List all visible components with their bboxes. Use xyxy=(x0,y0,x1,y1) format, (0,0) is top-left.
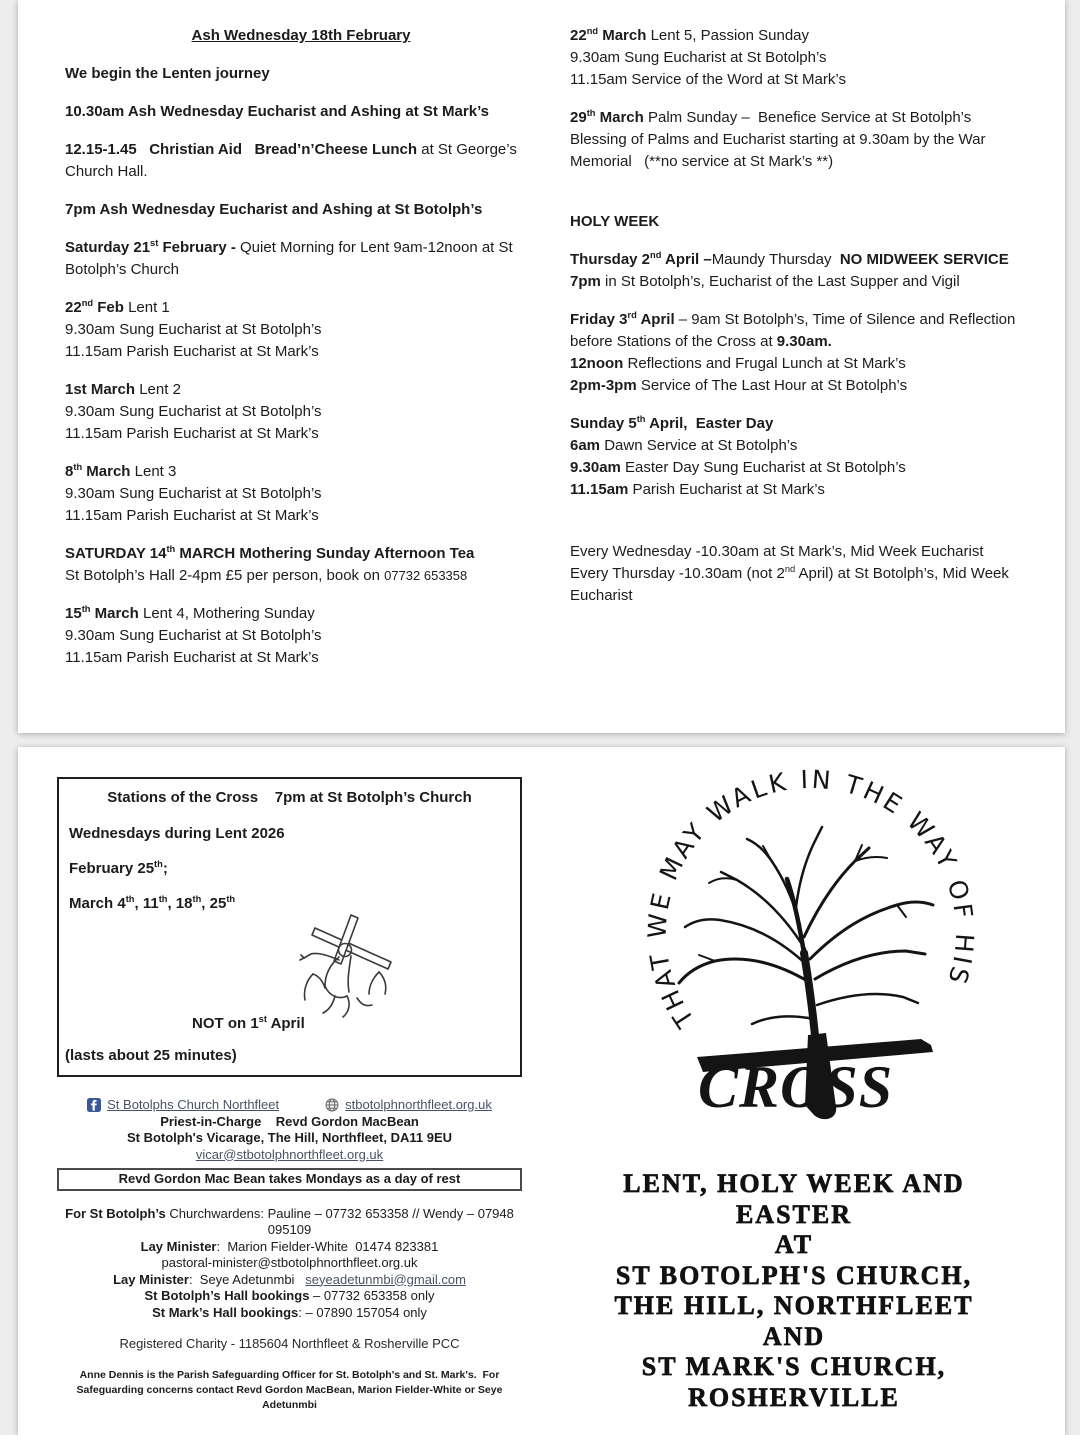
time-text: 9.30am. xyxy=(776,333,832,350)
ordinal-superscript: nd xyxy=(586,26,599,36)
date-text: April xyxy=(266,1015,305,1032)
text-segment: Palm Sunday – Benefice Service at St Botolph’s Blessing of Palms and Eucharist starting at 9.30am by the War Memorial (**no service at St Mark’s **) xyxy=(570,109,990,170)
vicarage-address-line: St Botolph's Vicarage, The Hill, Northfleet, DA11 9EU xyxy=(126,1130,453,1145)
maundy-thursday-block xyxy=(570,249,1028,293)
service-line: 11.15am Service of the Word at St Mark’s xyxy=(570,71,846,88)
vicar-email-link[interactable]: vicar@stbotolphnorthfleet.org.uk xyxy=(195,1146,384,1162)
text-segment: Lent 1 xyxy=(128,299,170,316)
priest-in-charge-line: Priest-in-Charge Revd Gordon MacBean xyxy=(160,1113,419,1129)
date-text: SATURDAY 14 xyxy=(65,545,167,562)
text-segment: Lent 5, Passion Sunday xyxy=(650,27,810,44)
date-text: ; xyxy=(162,860,168,877)
service-line: 11.15am Parish Eucharist at St Mark’s xyxy=(65,425,319,442)
date-text: Saturday 21 xyxy=(65,239,151,256)
date-text: Friday 3 xyxy=(570,311,628,328)
time-text: 12noon xyxy=(570,355,624,372)
date-text: , 25 xyxy=(201,895,227,912)
date-text: February - xyxy=(158,239,241,256)
stations-line-wednesdays: Wednesdays during Lent 2026 xyxy=(69,825,285,842)
lent2-block xyxy=(65,379,537,445)
text-segment: Lent 4, Mothering Sunday xyxy=(142,605,315,622)
service-line: 11.15am Parish Eucharist at St Mark’s xyxy=(65,649,319,666)
pastoral-email-line xyxy=(57,1255,522,1272)
date-text: 1st March xyxy=(65,381,140,398)
service-line: Every Wednesday -10.30am at St Mark’s, Mid Week Eucharist xyxy=(570,543,984,560)
text-segment: : Seye Adetunmbi xyxy=(188,1271,306,1287)
text-segment: NO MIDWEEK SERVICE xyxy=(839,251,1009,268)
ordinal-superscript: st xyxy=(150,238,159,248)
date-text: 29 xyxy=(570,109,587,126)
service-line: 9.30am Sung Eucharist at St Botolph’s xyxy=(65,321,322,338)
page-2-cover xyxy=(18,747,1065,1435)
tree-cross-artwork xyxy=(603,767,1033,1169)
date-text: February 25 xyxy=(69,860,155,877)
cover-title-line: ROSHERVILLE xyxy=(688,1382,900,1412)
ordinal-superscript: nd xyxy=(650,250,662,260)
cover-title-line: EASTER xyxy=(735,1199,853,1229)
service-line: Every Thursday -10.30am (not 2 xyxy=(570,565,785,582)
website-link[interactable]: stbotolphnorthfleet.org.uk xyxy=(345,1097,492,1112)
date-text: 8 xyxy=(65,463,74,480)
date-text: April – xyxy=(661,251,712,268)
ordinal-superscript: th xyxy=(636,414,646,424)
ash-wednesday-morning-line: 10.30am Ash Wednesday Eucharist and Ashing at St Mark’s xyxy=(65,103,490,120)
ordinal-superscript: th xyxy=(81,604,91,614)
ordinal-superscript: th xyxy=(158,894,168,904)
date-text: , 18 xyxy=(167,895,193,912)
text-segment: St Botolph’s Hall 2-4pm £5 per person, book on xyxy=(65,567,385,584)
contact-block xyxy=(57,1097,522,1413)
cover-title-line: THE HILL, NORTHFLEET xyxy=(614,1291,974,1320)
time-text: 2pm-3pm xyxy=(570,377,637,394)
ordinal-superscript: th xyxy=(586,108,596,118)
lent3-block xyxy=(65,461,537,527)
time-text: 7pm xyxy=(570,273,601,290)
date-text: Thursday 2 xyxy=(570,251,651,268)
lent1-block xyxy=(65,297,537,363)
service-line: in St Botolph’s, Eucharist of the Last Supper and Vigil xyxy=(600,273,960,290)
phone-number: 07732 653358 xyxy=(384,568,468,583)
stations-line-march xyxy=(69,893,235,915)
holy-week-heading: HOLY WEEK xyxy=(570,213,660,230)
text-segment: Maundy Thursday xyxy=(711,251,840,268)
cover-title-line: LENT, HOLY WEEK AND xyxy=(623,1169,965,1198)
date-text: March xyxy=(595,109,648,126)
service-line: 9.30am Sung Eucharist at St Botolph’s xyxy=(65,485,322,502)
globe-icon xyxy=(325,1098,339,1112)
palm-sunday-block xyxy=(570,107,1028,173)
ordinal-superscript: th xyxy=(192,894,202,904)
ordinal-superscript: th xyxy=(154,859,163,869)
lay-minister-email-link[interactable]: seyeadetunmbi@gmail.com xyxy=(305,1271,466,1287)
date-text: NOT on 1 xyxy=(192,1015,259,1032)
text-segment: St Botolph’s Hall bookings xyxy=(144,1288,310,1303)
text-segment: St Mark’s Hall bookings xyxy=(152,1304,299,1320)
lay-minister-2-line xyxy=(57,1272,522,1289)
text-segment: Lent 2 xyxy=(139,381,181,398)
stations-duration-line: (lasts about 25 minutes) xyxy=(65,1047,237,1064)
date-text: 22 xyxy=(570,27,587,44)
safeguarding-notice: Anne Dennis is the Parish Safeguarding Officer for St. Botolph's and St. Mark's. For Safeguarding concerns contact Revd Gordon MacBean, Marion Fielder-White or Seye Adetunmbi xyxy=(76,1368,505,1411)
stations-title: Stations of the Cross 7pm at St Botolph’s Church xyxy=(107,789,472,806)
service-line: Reflections and Frugal Lunch at St Mark’s xyxy=(623,355,906,372)
cover-title-line: AND xyxy=(762,1321,826,1351)
date-text: , 11 xyxy=(134,895,159,912)
service-line: Service of The Last Hour at St Botolph’s xyxy=(636,377,908,394)
intro-line: We begin the Lenten journey xyxy=(65,65,270,82)
text-segment: at St George’s Church Hall. xyxy=(65,141,522,180)
vicar-email-line xyxy=(57,1147,522,1164)
service-line: 9.30am Sung Eucharist at St Botolph’s xyxy=(65,403,322,420)
text-segment: : – 07890 157054 only xyxy=(298,1304,427,1320)
text-segment: Churchwardens: Pauline – 07732 653358 // Wendy – 07948 095109 xyxy=(169,1205,518,1237)
lay-minister-1-line xyxy=(57,1239,522,1256)
cover-title-line: ST MARK'S CHURCH, xyxy=(641,1352,947,1381)
stations-of-the-cross-box xyxy=(57,777,522,1077)
text-segment: MARCH Mothering Sunday Afternoon Tea xyxy=(175,545,475,562)
cover-title-line: ST BOTOLPH'S CHURCH, xyxy=(615,1260,973,1290)
time-text: 6am xyxy=(570,437,601,454)
quiet-morning-block xyxy=(65,237,537,281)
marks-hall-bookings-line xyxy=(57,1305,522,1322)
ordinal-superscript: rd xyxy=(627,310,637,320)
date-text: March xyxy=(598,27,651,44)
midweek-eucharist-block xyxy=(570,541,1028,607)
ordinal-superscript: th xyxy=(73,462,83,472)
lent5-block xyxy=(570,25,1028,91)
text-segment: Lay Minister xyxy=(140,1238,217,1254)
date-text: March 4 xyxy=(69,895,126,912)
service-line: 11.15am Parish Eucharist at St Mark’s xyxy=(65,507,319,524)
date-text: March xyxy=(90,605,143,622)
botolphs-hall-bookings-line xyxy=(57,1288,522,1305)
text-segment: Quiet Morning for Lent 9am-12noon at St Botolph’s Church xyxy=(65,239,517,278)
service-line: 9.30am Sung Eucharist at St Botolph’s xyxy=(570,49,827,66)
churchwardens-line xyxy=(57,1206,522,1239)
stations-line-february xyxy=(69,858,168,880)
service-line: 9.30am Sung Eucharist at St Botolph’s xyxy=(65,627,322,644)
ordinal-superscript: nd xyxy=(784,564,796,574)
social-links-row xyxy=(57,1097,522,1114)
date-text: 22 xyxy=(65,299,82,316)
schedule-right-column xyxy=(570,25,1028,623)
text-segment: 12.15-1.45 Christian Aid Bread’n’Cheese Lunch xyxy=(65,141,418,158)
christian-aid-lunch-block xyxy=(65,139,537,183)
facebook-link[interactable]: St Botolphs Church Northfleet xyxy=(107,1097,280,1112)
cover-title-line: AT xyxy=(774,1230,814,1259)
cross-word-text: CROSS xyxy=(698,1054,894,1120)
date-text: April xyxy=(636,311,675,328)
pastoral-email-text: pastoral-minister@stbotolphnorthfleet.org.uk xyxy=(161,1255,418,1270)
date-text: March xyxy=(82,463,135,480)
page-title: Ash Wednesday 18th February xyxy=(191,27,411,44)
text-segment: Lay Minister xyxy=(113,1271,189,1287)
lent4-block xyxy=(65,603,537,669)
mothering-tea-block xyxy=(65,543,537,587)
page-1-schedule xyxy=(18,0,1065,733)
jesus-carrying-cross-image xyxy=(287,912,409,1020)
ordinal-superscript: th xyxy=(125,894,135,904)
service-line: Parish Eucharist at St Mark’s xyxy=(628,481,825,498)
time-text: 11.15am xyxy=(570,481,629,498)
text-segment: – 9am St Botolph’s, Time of Silence and Reflection before Stations of the Cross at xyxy=(570,311,1020,350)
service-line: 11.15am Parish Eucharist at St Mark’s xyxy=(65,343,319,360)
cover-title xyxy=(563,1169,1025,1413)
text-segment: – 07732 653358 only xyxy=(309,1288,435,1303)
ordinal-superscript: th xyxy=(226,894,236,904)
service-line: Easter Day Sung Eucharist at St Botolph’s xyxy=(620,459,906,476)
ordinal-superscript: th xyxy=(166,544,176,554)
date-text: Feb xyxy=(93,299,129,316)
ordinal-superscript: st xyxy=(258,1014,267,1024)
ordinal-superscript: nd xyxy=(81,298,94,308)
facebook-icon xyxy=(87,1098,101,1112)
stations-not-on-line xyxy=(192,1013,305,1035)
schedule-left-column xyxy=(65,25,537,685)
date-text: 15 xyxy=(65,605,82,622)
date-text: Sunday 5 xyxy=(570,415,637,432)
easter-day-block xyxy=(570,413,1028,501)
text-segment: For St Botolph’s xyxy=(65,1205,170,1221)
text-segment: Lent 3 xyxy=(134,463,177,480)
service-line: Dawn Service at St Botolph’s xyxy=(600,437,798,454)
service-line: April) at St Botolph’s, Mid Week Eucharist xyxy=(570,565,1014,604)
text-segment: : Marion Fielder-White 01474 823381 xyxy=(216,1238,439,1254)
ash-wednesday-evening-line: 7pm Ash Wednesday Eucharist and Ashing at St Botolph’s xyxy=(65,201,483,218)
date-text: April, Easter Day xyxy=(645,415,774,432)
arc-motto-text: THAT WE MAY WALK IN THE WAY OF HIS xyxy=(642,767,980,1033)
time-text: 9.30am xyxy=(570,459,621,476)
day-of-rest-notice: Revd Gordon Mac Bean takes Mondays as a day of rest xyxy=(57,1168,522,1191)
good-friday-block xyxy=(570,309,1028,397)
registered-charity-line: Registered Charity - 1185604 Northfleet & Rosherville PCC xyxy=(119,1336,460,1351)
